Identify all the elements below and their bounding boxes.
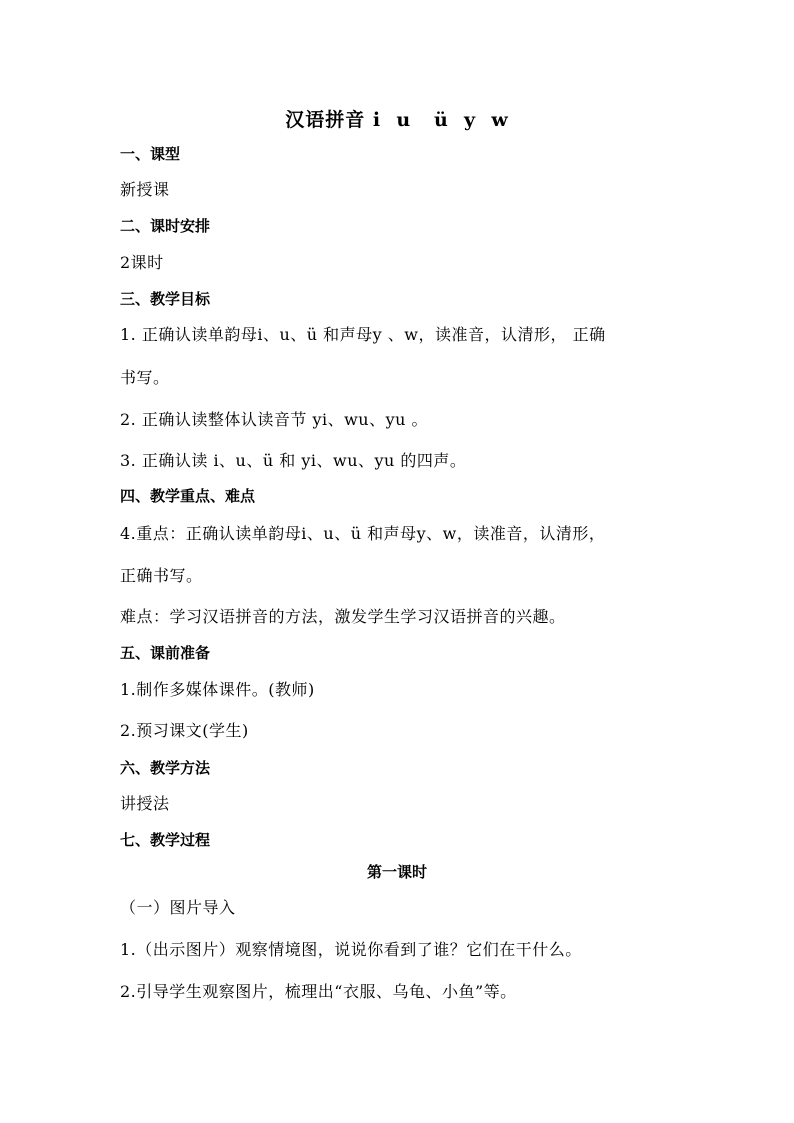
section-heading-lesson-type: 一、课型 — [120, 145, 181, 163]
objective-1-line-2: 书写。 — [120, 368, 170, 387]
objective-1-line-1: 1. 正确认读单韵母i、u、ü 和声母y 、w，读准音，认清形， 正确 — [120, 325, 606, 344]
lesson-type-text: 新授课 — [120, 180, 170, 199]
section-heading-process: 七、教学过程 — [120, 831, 211, 849]
objective-2: 2. 正确认读整体认读音节 yi、wu、yu 。 — [120, 410, 429, 429]
page-title: 汉语拼音 i u ü y w — [285, 109, 509, 131]
subheading-first-lesson: 第一课时 — [366, 863, 427, 881]
method-text: 讲授法 — [120, 794, 170, 813]
section-heading-preparation: 五、课前准备 — [120, 644, 211, 662]
section-heading-key-points: 四、教学重点、难点 — [120, 487, 256, 505]
difficulty-text: 难点：学习汉语拼音的方法，激发学生学习汉语拼音的兴趣。 — [120, 607, 566, 626]
process-step-2: 2.引导学生观察图片，梳理出“衣服、乌龟、小鱼”等。 — [120, 982, 517, 1001]
key-point-line-1: 4.重点：正确认读单韵母i、u、ü 和声母y、w，读准音，认清形， — [120, 524, 606, 543]
preparation-item-1: 1.制作多媒体课件。(教师) — [120, 680, 315, 699]
schedule-text: 2课时 — [120, 253, 164, 272]
preparation-item-2: 2.预习课文(学生) — [120, 721, 249, 740]
section-heading-objectives: 三、教学目标 — [120, 290, 211, 308]
process-step-1: 1.（出示图片）观察情境图，说说你看到了谁？它们在干什么。 — [120, 940, 582, 959]
section-heading-method: 六、教学方法 — [120, 759, 211, 777]
objective-3: 3. 正确认读 i、u、ü 和 yi、wu、yu 的四声。 — [120, 451, 467, 470]
section-heading-schedule: 二、课时安排 — [120, 217, 211, 235]
process-part-1: （一）图片导入 — [120, 898, 236, 917]
key-point-line-2: 正确书写。 — [120, 566, 203, 585]
